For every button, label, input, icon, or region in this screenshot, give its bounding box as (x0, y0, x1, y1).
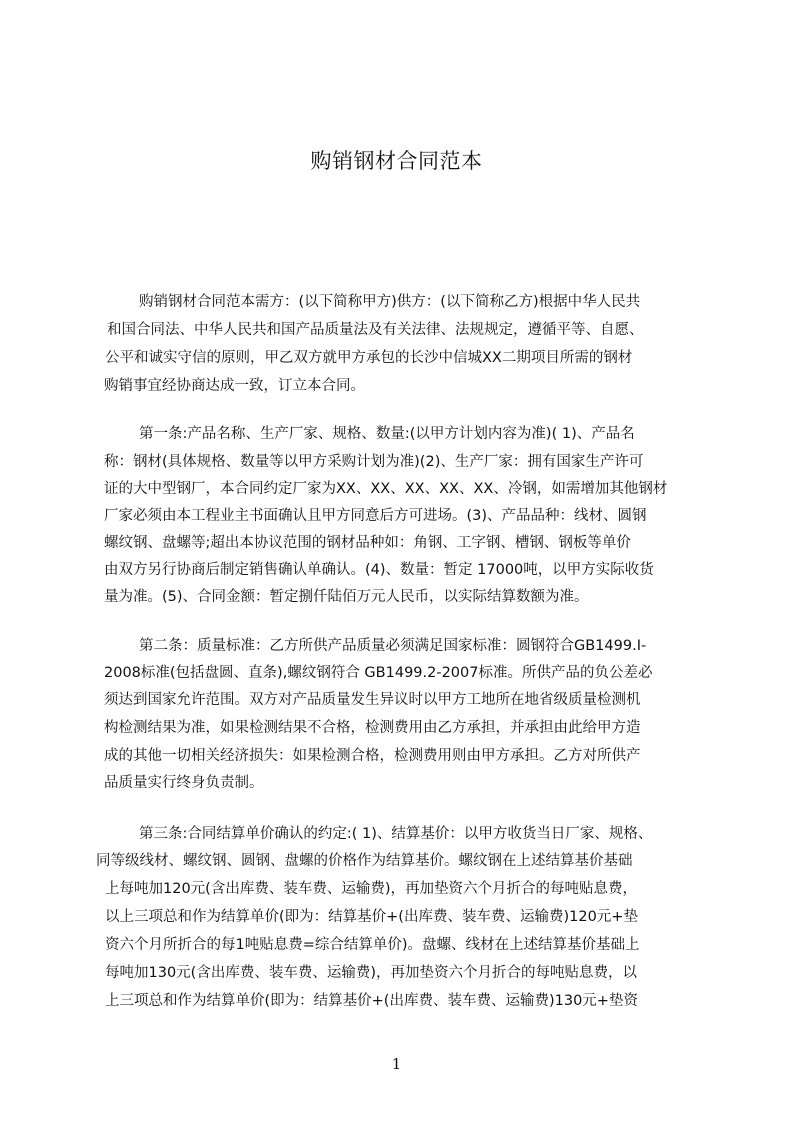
article-2-line: 品质量实行终身负责制。 (104, 775, 264, 791)
paragraph-1-line: 公平和诚实守信的原则，甲乙双方就甲方承包的长沙中信城XX二期项目所需的钢材 (105, 350, 633, 366)
article-1-line: 厂家必须由本工程业主书面确认且甲方同意后方可进场。(3)、产品品种：线材、圆钢 (104, 508, 647, 524)
document-title: 购销钢材合同范本 (310, 149, 483, 173)
article-2-line: 第二条：质量标准：乙方所供产品质量必须满足国家标准：圆钢符合GB1499.I- (139, 638, 647, 654)
article-2-line: 构检测结果为准，如果检测结果不合格，检测费用由乙方承担，并承担由此给甲方造 (104, 720, 641, 736)
article-1-line: 第一条:产品名称、生产厂家、规格、数量:(以甲方计划内容为准)( 1)、产品名 (139, 426, 635, 442)
page-number: 1 (391, 1055, 402, 1073)
article-2-line: 2008标准(包括盘圆、直条),螺纹钢符合 GB1499.2-2007标准。所供产品的负公差必 (104, 665, 653, 681)
article-3-line: 上每吨加120元(含出库费、装车费、运输费)，再加垫资六个月折合的每吨贴息费， (105, 881, 637, 897)
article-1-line: 螺纹钢、盘螺等;超出本协议范围的钢材品种如：角钢、工字钢、槽钢、钢板等单价 (104, 535, 631, 551)
article-2-line: 成的其他一切相关经济损失：如果检测合格，检测费用则由甲方承担。乙方对所供产 (104, 748, 641, 764)
article-3-line: 资六个月所折合的每1吨贴息费=综合结算单价)。盘螺、线材在上述结算基价基础上 (105, 937, 640, 953)
article-3-line: 第三条:合同结算单价确认的约定:( 1)、结算基价：以甲方收货当日厂家、规格、 (139, 826, 653, 842)
paragraph-1-line: 和国合同法、中华人民共和国产品质量法及有关法律、法规规定，遵循平等、自愿、 (107, 322, 644, 338)
article-2-line: 须达到国家允许范围。双方对产品质量发生异议时以甲方工地所在地省级质量检测机 (104, 692, 641, 708)
article-1-line: 称：钢材(具体规格、数量等以甲方采购计划为准)(2)、生产厂家：拥有国家生产许可 (104, 454, 644, 470)
article-1-line: 证的大中型钢厂，本合同约定厂家为XX、XX、XX、XX、XX、冷钢，如需增加其他钢材 (104, 481, 668, 497)
article-3-line: 以上三项总和作为结算单价(即为：结算基价+(出库费、装车费、运输费)120元+垫 (105, 909, 638, 925)
article-1-line: 量为准。(5)、合同金额：暂定捌仟陆佰万元人民币，以实际结算数额为准。 (104, 589, 589, 605)
paragraph-1-line: 购销事宜经协商达成一致，订立本合同。 (104, 378, 365, 394)
article-1-line: 由双方另行协商后制定销售确认单确认。(4)、数量：暂定 17000吨，以甲方实际收货 (104, 562, 654, 578)
article-3-line: 同等级线材、螺纹钢、圆钢、盘螺的价格作为结算基价。螺纹钢在上述结算基价基础 (96, 853, 633, 869)
paragraph-1-line: 购销钢材合同范本需方：(以下简称甲方)供方：(以下简称乙方)根据中华人民共 (139, 294, 641, 310)
article-3-line: 上三项总和作为结算单价(即为：结算基价+(出库费、装车费、运输费)130元+垫资 (105, 993, 638, 1009)
article-3-line: 每吨加130元(含出库费、装车费、运输费)，再加垫资六个月折合的每吨贴息费，以 (105, 965, 637, 981)
